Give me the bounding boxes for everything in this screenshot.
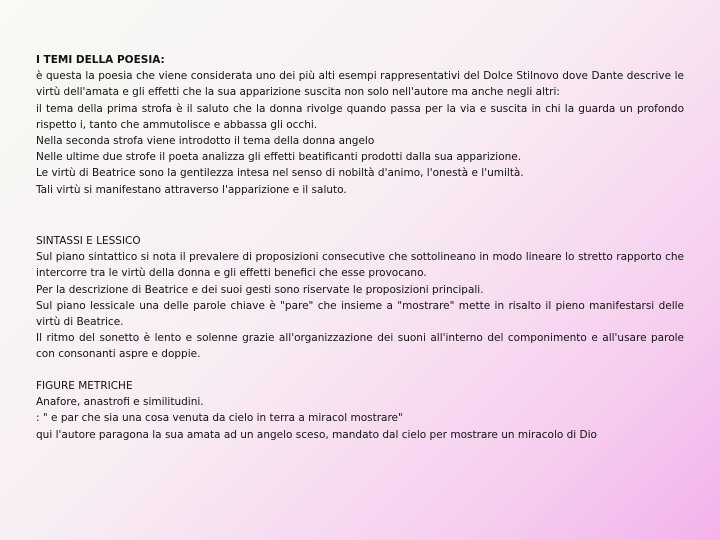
themes-line: è questa la poesia che viene considerata uno dei più alti esempi rappresentativi del Dolce Stilnovo dove Dante descrive le virtù dell'amata e gli effetti che la sua apparizione suscita non solo nell'autore ma anche negli altri:: [36, 70, 684, 99]
themes-line: Nelle ultime due strofe il poeta analizza gli effetti beatificanti prodotti dalla sua apparizione.: [36, 151, 522, 164]
figures-section: [36, 378, 684, 443]
syntax-line: Per la descrizione di Beatrice e dei suoi gesti sono riservate le proposizioni principali.: [36, 283, 484, 296]
themes-line: Tali virtù si manifestano attraverso l'apparizione e il saluto.: [36, 183, 347, 196]
themes-section: [36, 52, 684, 198]
themes-heading: I TEMI DELLA POESIA:: [36, 54, 165, 66]
figures-line: Anafore, anastrofi e similitudini.: [36, 396, 204, 409]
themes-line: Le virtù di Beatrice sono la gentilezza intesa nel senso di nobiltà d'animo, l'onestà e l'umiltà.: [36, 167, 524, 180]
figures-heading: FIGURE METRICHE: [36, 380, 133, 392]
syntax-heading: SINTASSI E LESSICO: [36, 235, 141, 247]
syntax-line: Il ritmo del sonetto è lento e solenne grazie all'organizzazione dei suoni all'interno del componimento e all'usare parole con consonanti aspre e doppie.: [36, 332, 684, 361]
themes-line: il tema della prima strofa è il saluto che la donna rivolge quando passa per la via e suscita in chi la guarda un profondo rispetto i, tanto che ammutolisce e abbassa gli occhi.: [36, 102, 684, 131]
figures-line: qui l'autore paragona la sua amata ad un angelo sceso, mandato dal cielo per mostrare un miracolo di Dio: [36, 428, 597, 441]
syntax-line: Sul piano sintattico si nota il prevalere di proposizioni consecutive che sottolineano in modo lineare lo stretto rapporto che intercorre tra le virtù della donna e gli effetti benefici che esse provocano.: [36, 251, 684, 280]
themes-line: Nella seconda strofa viene introdotto il tema della donna angelo: [36, 135, 375, 148]
syntax-line: Sul piano lessicale una delle parole chiave è "pare" che insieme a "mostrare" mette in risalto il pieno manifestarsi delle virtù di Beatrice.: [36, 299, 684, 329]
syntax-section: [36, 233, 684, 363]
figures-line: : " e par che sia una cosa venuta da cielo in terra a miracol mostrare": [36, 412, 403, 425]
